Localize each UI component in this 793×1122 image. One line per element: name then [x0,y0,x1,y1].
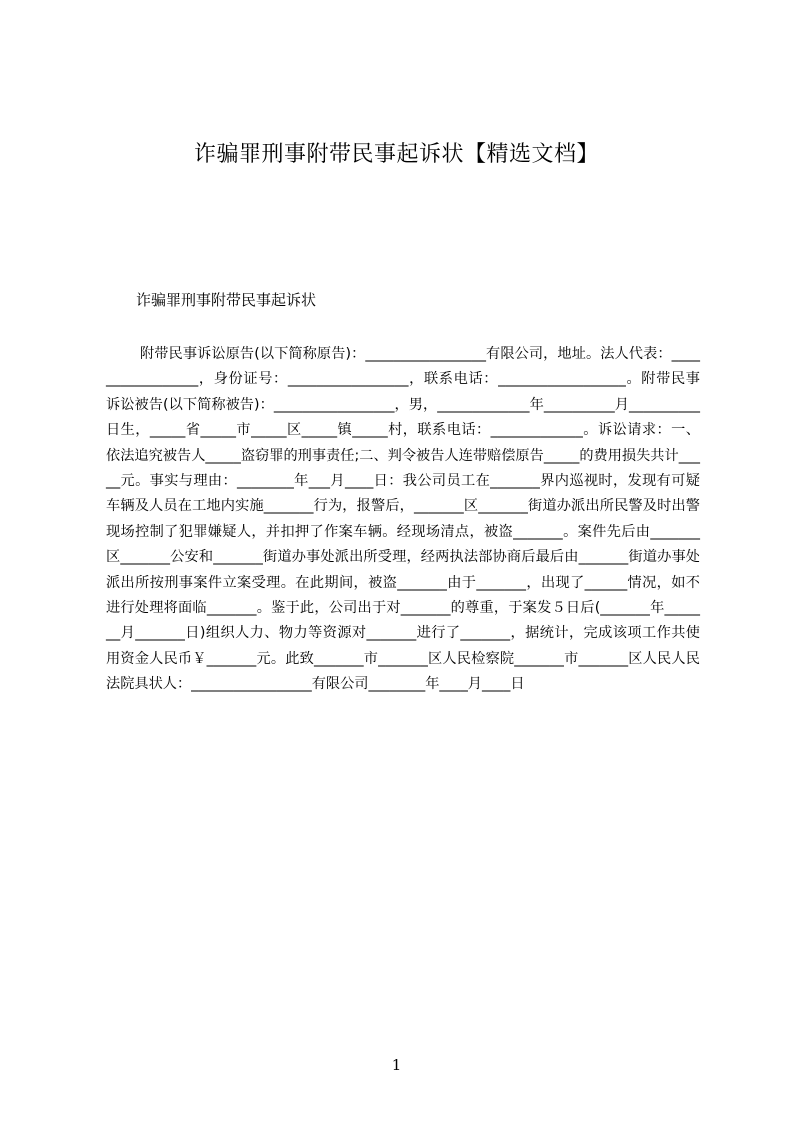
document-subtitle: 诈骗罪刑事附带民事起诉状 [136,291,317,309]
document-title: 诈骗罪刑事附带民事起诉状【精选文档】 [193,142,599,167]
document-body-paragraph: 附带民事诉讼原告(以下简称原告)：_________________有限公司，地址。法人代表：_________________，身份证号：_________________，联系电话：__________________。附带民事诉讼被告(以下简称被告)：_________________，男，_____________年__________月__________日生，_____省_____市_____区_____镇_____村，联系电话：_____________。诉讼请求：一、依法追究被告人_____盗窃罪的刑事责任;二、判令被告人连带赔偿原告_____的费用损失共计_____元。事实与理由：________年___月____日：我公司员工在_______界内巡视时，发现有可疑车辆及人员在工地内实施_______行为，报警后，_______区_______街道办派出所民警及时出警现场控制了犯罪嫌疑人，并扣押了作案车辆。经现场清点，被盗_______。案件先后由_______区_______公安和_______街道办事处派出所受理，经两执法部协商后最后由_______街道办事处派出所按刑事案件立案受理。在此期间，被盗_______由于_______，出现了______情况，如不进行处理将面临_______。鉴于此，公司出于对_______的尊重，于案发５日后(_______年_______月_______日)组织人力、物力等资源对_______进行了_______，据统计，完成该项工作共使用资金人民币￥_______元。此致_______市_______区人民检察院_______市_______区人民人民法院具状人：_________________有限公司________年____月____日 [106,346,700,693]
page-number: 1 [391,1056,402,1074]
